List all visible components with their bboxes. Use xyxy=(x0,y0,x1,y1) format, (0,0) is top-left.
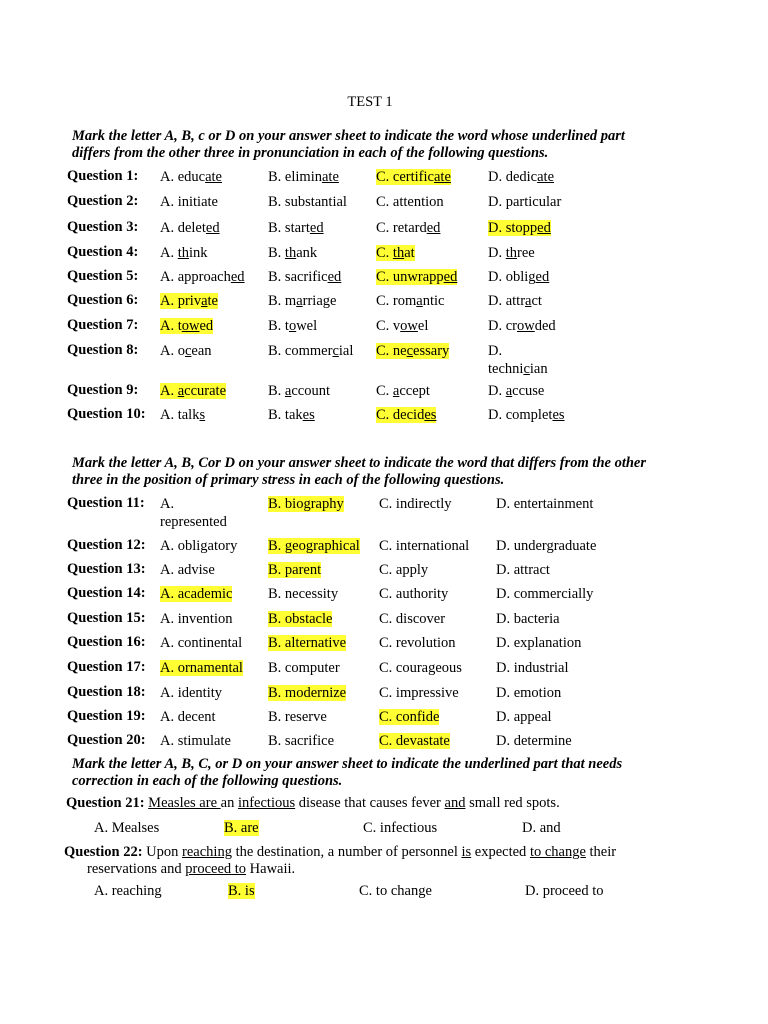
answer-option[interactable] xyxy=(160,382,226,400)
option-text: C. courageous xyxy=(379,660,462,676)
underlined-part: es xyxy=(424,407,437,423)
option-text: B. is xyxy=(228,883,255,899)
answer-option[interactable] xyxy=(268,732,334,750)
option-text: A. educate xyxy=(160,169,222,185)
option-text: A. academic xyxy=(160,586,233,602)
underlined-part: a xyxy=(177,383,185,399)
answer-option[interactable] xyxy=(379,659,462,677)
answer-option[interactable] xyxy=(488,406,565,424)
answer-option[interactable] xyxy=(160,219,220,237)
underlined-part: proceed to xyxy=(185,861,247,877)
underlined-part: a xyxy=(296,293,303,309)
answer-option[interactable] xyxy=(268,659,340,677)
sentence-text: Upon xyxy=(142,844,183,860)
underlined-part: ate xyxy=(433,169,451,185)
option-text: A. advise xyxy=(160,562,215,578)
option-text: D. determine xyxy=(496,733,572,749)
option-text: D. particular xyxy=(488,194,562,210)
option-text: D. dedicate xyxy=(488,169,555,185)
underlined-part: ow xyxy=(181,318,200,334)
underlined-part: th xyxy=(505,245,518,261)
answer-option[interactable] xyxy=(376,406,436,424)
underlined-part: ed xyxy=(230,269,245,285)
question-label: Question 20: xyxy=(67,732,146,748)
underlined-part: ed xyxy=(327,269,342,285)
option-text: C. indirectly xyxy=(379,496,452,512)
option-text: C. apply xyxy=(379,562,429,578)
underlined-part: a xyxy=(284,383,292,399)
option-text: A. stimulate xyxy=(160,733,231,749)
option-text: C. certificate xyxy=(376,169,451,185)
option-text: A. private xyxy=(160,293,218,309)
answer-option[interactable] xyxy=(376,292,444,310)
answer-option[interactable] xyxy=(268,382,330,400)
option-text: B. obstacle xyxy=(268,611,333,627)
answer-option[interactable] xyxy=(496,732,572,750)
question-label: Question 2: xyxy=(67,193,139,209)
answer-option[interactable] xyxy=(94,882,162,900)
question-label: Question 12: xyxy=(67,537,146,553)
option-text: A. think xyxy=(160,245,208,261)
option-text: C. unwrapped xyxy=(376,269,458,285)
option-text: B. sacrificed xyxy=(268,269,342,285)
answer-option[interactable] xyxy=(268,495,344,513)
option-text: D. commercially xyxy=(496,586,594,602)
answer-option[interactable] xyxy=(496,537,596,555)
option-text: D. accuse xyxy=(488,383,545,399)
option-text: D. industrial xyxy=(496,660,569,676)
option-text: A. identity xyxy=(160,685,223,701)
question-22-sentence-cont xyxy=(64,861,295,877)
question-21 xyxy=(66,795,696,812)
question-label: Question 1: xyxy=(67,168,139,184)
answer-option[interactable] xyxy=(496,561,550,579)
answer-option[interactable] xyxy=(160,659,243,677)
question-label: Question 17: xyxy=(67,659,146,675)
answer-option[interactable] xyxy=(359,882,432,900)
answer-option[interactable] xyxy=(268,219,324,237)
sentence-text: disease that causes fever xyxy=(295,795,445,811)
answer-option[interactable] xyxy=(228,882,255,900)
option-text: D. and xyxy=(522,820,561,836)
option-text: B. thank xyxy=(268,245,318,261)
answer-option[interactable] xyxy=(268,537,360,555)
question-row xyxy=(67,495,757,530)
answer-option[interactable] xyxy=(268,268,341,286)
underlined-part: es xyxy=(552,407,565,423)
underlined-part: th xyxy=(392,245,405,261)
option-text: C. confide xyxy=(379,709,440,725)
option-text: C. authority xyxy=(379,586,449,602)
option-text: D. crowded xyxy=(488,318,556,334)
option-text: C. infectious xyxy=(363,820,438,836)
question-row xyxy=(67,708,757,732)
option-text: C. international xyxy=(379,538,470,554)
answer-option[interactable] xyxy=(488,219,551,237)
section3-instruction: Mark the letter A, B, C, or D on your answer sheet to indicate the underlined part that needs correction in each of the following questions. xyxy=(72,756,623,789)
underlined-part: Measles are xyxy=(148,795,221,811)
question-row xyxy=(67,292,757,316)
option-text: A. represented xyxy=(160,496,227,530)
answer-option[interactable] xyxy=(160,537,237,555)
option-text: A. towed xyxy=(160,318,214,334)
question-label: Question 6: xyxy=(67,292,139,308)
page-title: TEST 1 xyxy=(347,94,393,110)
option-text: C. devastate xyxy=(379,733,450,749)
underlined-part: ed xyxy=(426,220,441,236)
option-text: A. ocean xyxy=(160,343,212,359)
question-row xyxy=(67,585,757,609)
question-label: Question 8: xyxy=(67,342,139,358)
answer-option[interactable] xyxy=(268,634,346,652)
option-text: A. decent xyxy=(160,709,216,725)
underlined-part: ed xyxy=(535,269,550,285)
section2-instruction: Mark the letter A, B, Cor D on your answer sheet to indicate the word that differs from the other three in the position of primary stress in each of the following questions. xyxy=(72,455,647,488)
underlined-part: infectious xyxy=(237,795,296,811)
option-text: C. romantic xyxy=(376,293,445,309)
underlined-part: reaching xyxy=(182,844,232,860)
option-text: A. Mealses xyxy=(94,820,160,836)
option-text: B. eliminate xyxy=(268,169,339,185)
question-row xyxy=(67,382,757,406)
answer-option[interactable] xyxy=(268,168,339,186)
answer-option[interactable] xyxy=(488,193,561,211)
answer-option[interactable] xyxy=(268,585,338,603)
question-row xyxy=(67,537,757,561)
option-text: D. attract xyxy=(496,562,550,578)
answer-option[interactable] xyxy=(268,193,347,211)
answer-option[interactable] xyxy=(160,634,242,652)
underlined-part: a xyxy=(201,293,208,309)
answer-option[interactable] xyxy=(376,193,444,211)
answer-option[interactable] xyxy=(496,659,569,677)
answer-option[interactable] xyxy=(488,268,549,286)
answer-option[interactable] xyxy=(379,634,456,652)
underlined-part: to change xyxy=(529,844,586,860)
underlined-part: a xyxy=(525,293,532,309)
sentence-text: expected xyxy=(471,844,530,860)
underlined-part: c xyxy=(406,343,414,359)
question-22 xyxy=(64,844,694,878)
option-text: B. substantial xyxy=(268,194,347,210)
answer-option[interactable] xyxy=(268,317,317,335)
underlined-part: ow xyxy=(517,318,535,334)
option-text: B. commercial xyxy=(268,343,354,359)
option-text: C. accept xyxy=(376,383,430,399)
question-label: Question 9: xyxy=(67,382,139,398)
answer-option[interactable] xyxy=(268,610,332,628)
sentence-text: the destination, a number of personnel xyxy=(231,844,462,860)
question-row xyxy=(67,659,757,683)
underlined-part: c xyxy=(184,343,192,359)
answer-option[interactable] xyxy=(160,732,231,750)
option-text: A. obligatory xyxy=(160,538,238,554)
answer-option[interactable] xyxy=(376,244,415,262)
sentence-text: an xyxy=(220,795,238,811)
answer-option[interactable] xyxy=(160,268,245,286)
answer-option[interactable] xyxy=(268,684,346,702)
question-row xyxy=(67,732,757,756)
option-text: C. vowel xyxy=(376,318,429,334)
option-text: D. completes xyxy=(488,407,565,423)
underlined-part: ate xyxy=(321,169,339,185)
question-row xyxy=(67,342,757,377)
option-text: D. stopped xyxy=(488,220,551,236)
option-text: B. sacrifice xyxy=(268,733,335,749)
question-row xyxy=(67,406,757,430)
answer-option[interactable] xyxy=(522,819,561,837)
answer-option[interactable] xyxy=(376,219,440,237)
underlined-part: and xyxy=(444,795,466,811)
underlined-part: s xyxy=(199,407,206,423)
answer-option[interactable] xyxy=(496,610,560,628)
question-row xyxy=(67,268,757,292)
answer-option[interactable] xyxy=(160,406,205,424)
question-label: Question 4: xyxy=(67,244,139,260)
option-text: B. necessity xyxy=(268,586,339,602)
sentence-text: reservations and xyxy=(87,861,186,877)
underlined-part: ate xyxy=(205,169,222,185)
answer-option[interactable] xyxy=(160,244,208,262)
option-text: B. modernize xyxy=(268,685,347,701)
answer-option[interactable] xyxy=(376,342,449,360)
option-text: C. decides xyxy=(376,407,437,423)
option-text: C. impressive xyxy=(379,685,459,701)
answer-option[interactable] xyxy=(525,882,604,900)
underlined-part: es xyxy=(302,407,315,423)
underlined-part: a xyxy=(392,383,400,399)
underlined-part: ed xyxy=(443,269,458,285)
sentence-text: Hawaii. xyxy=(246,861,296,877)
answer-option[interactable] xyxy=(379,561,428,579)
option-text: C. necessary xyxy=(376,343,450,359)
option-text: A. accurate xyxy=(160,383,227,399)
option-text: B. account xyxy=(268,383,331,399)
answer-option[interactable] xyxy=(268,244,317,262)
option-text: C. discover xyxy=(379,611,446,627)
option-text: B. geographical xyxy=(268,538,360,554)
answer-option[interactable] xyxy=(496,585,593,603)
option-text: C. that xyxy=(376,245,415,261)
question-label: Question 10: xyxy=(67,406,146,422)
question-22-label: Question 22: xyxy=(64,844,143,860)
option-text: A. invention xyxy=(160,611,233,627)
underlined-part: a xyxy=(416,293,423,309)
answer-option[interactable] xyxy=(160,317,213,335)
underlined-part: ow xyxy=(400,318,418,334)
option-text: D. entertainment xyxy=(496,496,594,512)
option-text: B. biography xyxy=(268,496,344,512)
answer-option[interactable] xyxy=(160,684,222,702)
answer-option[interactable] xyxy=(160,292,218,310)
question-label: Question 15: xyxy=(67,610,146,626)
question-label: Question 11: xyxy=(67,495,145,511)
question-21-sentence xyxy=(148,795,560,811)
sentence-text: their xyxy=(585,844,617,860)
question-label: Question 13: xyxy=(67,561,146,577)
answer-option[interactable] xyxy=(160,708,216,726)
question-row xyxy=(67,561,757,585)
answer-option[interactable] xyxy=(160,585,232,603)
underlined-part: ed xyxy=(309,220,324,236)
answer-option[interactable] xyxy=(224,819,259,837)
answer-option[interactable] xyxy=(268,406,315,424)
option-text: B. are xyxy=(224,820,259,836)
option-text: D. proceed to xyxy=(525,883,604,899)
question-row xyxy=(67,317,757,341)
question-row xyxy=(67,168,757,192)
underlined-part: ate xyxy=(537,169,555,185)
question-label: Question 19: xyxy=(67,708,146,724)
question-row xyxy=(67,193,757,217)
option-text: D. three xyxy=(488,245,535,261)
question-label: Question 16: xyxy=(67,634,146,650)
question-row xyxy=(67,244,757,268)
question-row xyxy=(67,684,757,708)
question-21-label: Question 21: xyxy=(66,795,145,811)
option-text: B. started xyxy=(268,220,324,236)
answer-option[interactable] xyxy=(376,268,457,286)
question-row xyxy=(67,610,757,634)
answer-option[interactable] xyxy=(496,634,581,652)
answer-option[interactable] xyxy=(376,317,428,335)
answer-option[interactable] xyxy=(268,292,336,310)
question-label: Question 3: xyxy=(67,219,139,235)
underlined-part: is xyxy=(461,844,472,860)
answer-option[interactable] xyxy=(160,342,212,360)
option-text: C. revolution xyxy=(379,635,456,651)
option-text: A. reaching xyxy=(94,883,162,899)
underlined-part: ed xyxy=(205,220,220,236)
answer-option[interactable] xyxy=(376,382,430,400)
question-22-sentence xyxy=(143,844,617,860)
answer-option[interactable] xyxy=(379,537,469,555)
option-text: A. deleted xyxy=(160,220,220,236)
option-text: C. retarded xyxy=(376,220,441,236)
answer-option[interactable] xyxy=(379,708,439,726)
answer-option[interactable] xyxy=(379,495,452,513)
option-text: B. towel xyxy=(268,318,318,334)
option-text: A. approached xyxy=(160,269,245,285)
answer-option[interactable] xyxy=(94,819,159,837)
answer-option[interactable] xyxy=(496,495,593,513)
question-label: Question 5: xyxy=(67,268,139,284)
underlined-part: th xyxy=(177,245,190,261)
answer-option[interactable] xyxy=(488,168,554,186)
answer-option[interactable] xyxy=(268,342,353,360)
option-text: D. obliged xyxy=(488,269,550,285)
underlined-part: o xyxy=(288,318,297,334)
underlined-part: ed xyxy=(537,220,551,236)
answer-option[interactable] xyxy=(160,495,240,531)
answer-option[interactable] xyxy=(496,684,561,702)
answer-option[interactable] xyxy=(160,168,222,186)
question-row xyxy=(67,219,757,243)
answer-option[interactable] xyxy=(379,684,459,702)
option-text: A. ornamental xyxy=(160,660,243,676)
question-label: Question 7: xyxy=(67,317,139,333)
option-text: B. marriage xyxy=(268,293,337,309)
answer-option[interactable] xyxy=(363,819,437,837)
option-text: D. explanation xyxy=(496,635,582,651)
answer-option[interactable] xyxy=(268,561,321,579)
question-row xyxy=(67,634,757,658)
answer-option[interactable] xyxy=(379,610,445,628)
underlined-part: c xyxy=(332,343,339,359)
option-text: D. appeal xyxy=(496,709,552,725)
sentence-text: small red spots. xyxy=(465,795,560,811)
option-text: B. reserve xyxy=(268,709,327,725)
option-text: D. attract xyxy=(488,293,542,309)
answer-option[interactable] xyxy=(496,708,552,726)
answer-option[interactable] xyxy=(376,168,451,186)
option-text: B. alternative xyxy=(268,635,347,651)
answer-option[interactable] xyxy=(160,610,233,628)
underlined-part: a xyxy=(505,383,513,399)
answer-option[interactable] xyxy=(488,292,542,310)
answer-option[interactable] xyxy=(488,317,556,335)
answer-option[interactable] xyxy=(160,193,218,211)
answer-option[interactable] xyxy=(379,732,450,750)
option-text: A. continental xyxy=(160,635,243,651)
underlined-part: th xyxy=(284,245,297,261)
answer-option[interactable] xyxy=(268,708,327,726)
underlined-part: c xyxy=(523,361,530,377)
option-text: C. attention xyxy=(376,194,444,210)
section1-instruction: Mark the letter A, B, c or D on your answer sheet to indicate the word whose underlined part differs from the other three in pronunciation in each of the following questions. xyxy=(72,128,625,161)
option-text: B. computer xyxy=(268,660,340,676)
option-text: B. takes xyxy=(268,407,315,423)
answer-option[interactable] xyxy=(488,244,535,262)
option-text: D. technician xyxy=(488,343,548,377)
answer-option[interactable] xyxy=(488,342,558,378)
option-text: D. undergraduate xyxy=(496,538,597,554)
answer-option[interactable] xyxy=(160,561,215,579)
question-label: Question 18: xyxy=(67,684,146,700)
answer-option[interactable] xyxy=(488,382,544,400)
answer-option[interactable] xyxy=(379,585,448,603)
option-text: D. bacteria xyxy=(496,611,560,627)
option-text: A. talks xyxy=(160,407,206,423)
option-text: C. to change xyxy=(359,883,432,899)
option-text: B. parent xyxy=(268,562,322,578)
option-text: A. initiate xyxy=(160,194,218,210)
option-text: D. emotion xyxy=(496,685,562,701)
question-label: Question 14: xyxy=(67,585,146,601)
